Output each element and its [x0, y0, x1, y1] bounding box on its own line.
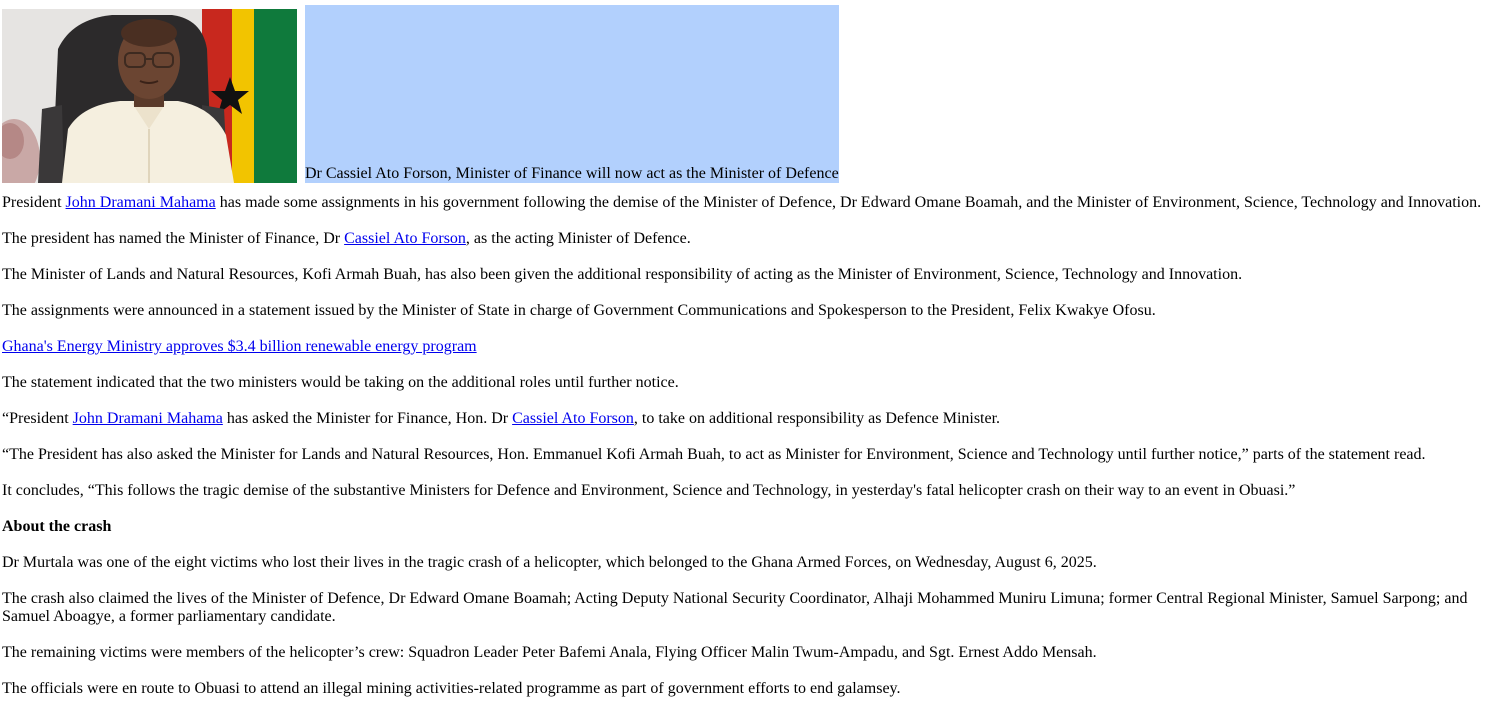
- text-span: President: [2, 194, 66, 211]
- featured-photo-link[interactable]: [2, 9, 297, 183]
- text-span: has made some assignments in his government following the demise of the Minister of Defence, Dr Edward Omane Boamah, and the Minister of Environment, Science, Technology and Innovation.: [215, 194, 1482, 211]
- paragraph-9: Dr Murtala was one of the eight victims who lost their lives in the tragic crash of a helicopter, which belonged to the Ghana Armed Forces, on Wednesday, August 6, 2025.: [2, 554, 1097, 571]
- featured-figure: [2, 5, 1487, 183]
- photo-caption: Dr Cassiel Ato Forson, Minister of Finance will now act as the Minister of Defence: [305, 165, 839, 182]
- paragraph-7: “The President has also asked the Minister for Lands and Natural Resources, Hon. Emmanuel Kofi Armah Buah, to act as Minister for Environment, Science and Technology until further notice,” parts of the statement read.: [2, 446, 1426, 463]
- paragraph-3: The Minister of Lands and Natural Resources, Kofi Armah Buah, has also been given the additional responsibility of acting as the Minister of Environment, Science, Technology and Innovation.: [2, 266, 1243, 283]
- text-span: The president has named the Minister of Finance, Dr: [2, 230, 345, 247]
- related-article: [2, 338, 1487, 356]
- link-cassiel-ato-forson[interactable]: Cassiel Ato Forson: [512, 410, 634, 427]
- text-span: “President: [2, 410, 73, 427]
- link-cassiel-ato-forson[interactable]: Cassiel Ato Forson: [344, 230, 466, 247]
- text-span: has asked the Minister for Finance, Hon. Dr: [222, 410, 513, 427]
- photo-caption-box: [305, 5, 839, 183]
- paragraph-12: The officials were en route to Obuasi to attend an illegal mining activities-related programme as part of government efforts to end galamsey.: [2, 680, 901, 697]
- text-span: , as the acting Minister of Defence.: [465, 230, 691, 247]
- paragraph-6: [2, 410, 1487, 428]
- paragraph-5: The statement indicated that the two ministers would be taking on the additional roles until further notice.: [2, 374, 679, 391]
- paragraph-2: [2, 230, 1487, 248]
- link-john-dramani-mahama[interactable]: John Dramani Mahama: [65, 194, 216, 211]
- paragraph-1: [2, 194, 1487, 212]
- paragraph-10: The crash also claimed the lives of the Minister of Defence, Dr Edward Omane Boamah; Acting Deputy National Security Coordinator, Alhaji Mohammed Muniru Limuna; former Central Regional Minister, Samuel Sarpong; and Samuel Aboagye, a former parliamentary candidate.: [2, 590, 1468, 625]
- paragraph-11: The remaining victims were members of the helicopter’s crew: Squadron Leader Peter Bafemi Anala, Flying Officer Malin Twum-Ampadu, and Sgt. Ernest Addo Mensah.: [2, 644, 1097, 661]
- text-span: , to take on additional responsibility as Defence Minister.: [633, 410, 1001, 427]
- paragraph-8: It concludes, “This follows the tragic demise of the substantive Ministers for Defence and Environment, Science and Technology, in yesterday's fatal helicopter crash on their way to an event in Obuasi.”: [2, 482, 1296, 499]
- featured-photo: [2, 9, 297, 183]
- paragraph-4: The assignments were announced in a statement issued by the Minister of State in charge of Government Communications and Spokesperson to the President, Felix Kwakye Ofosu.: [2, 302, 1156, 319]
- section-heading: About the crash: [2, 518, 112, 535]
- link-john-dramani-mahama[interactable]: John Dramani Mahama: [72, 410, 223, 427]
- related-article-link[interactable]: Ghana's Energy Ministry approves $3.4 billion renewable energy program: [2, 338, 477, 355]
